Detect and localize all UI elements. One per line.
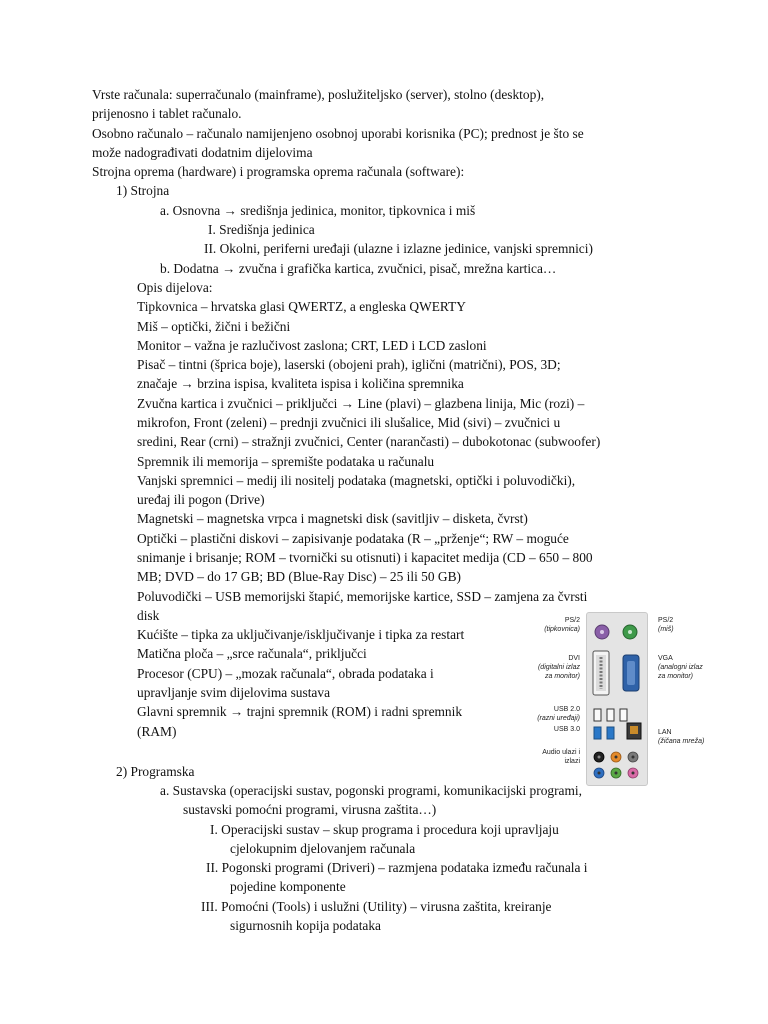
text-line: (RAM) xyxy=(137,724,177,739)
text-line: Vrste računala: superračunalo (mainframe), poslužiteljsko (server), stolno (desktop), xyxy=(92,87,545,102)
list-item: I. Središnja jedinica xyxy=(208,222,315,237)
text-line: sigurnosnih kopija podataka xyxy=(230,918,381,933)
text-line: može nadograđivati dodatnim dijelovima xyxy=(92,145,313,160)
text-line: Matična ploča – „srce računala“, priključci xyxy=(137,646,367,661)
text-line: Poluvodički – USB memorijski štapić, memorijske kartice, SSD – zamjena za čvrsti xyxy=(137,589,588,604)
text-line: Optički – plastični diskovi – zapisivanje podataka (R – „prženje“; RW – moguće xyxy=(137,531,569,546)
text-line: Magnetski – magnetska vrpca i magnetski disk (savitljiv – disketa, čvrst) xyxy=(137,511,528,526)
text-line: Procesor (CPU) – „mozak računala“, obrada podataka i xyxy=(137,666,434,681)
list-item: II. Okolni, periferni uređaji (ulazne i izlazne jedinice, vanjski spremnici) xyxy=(204,241,593,256)
text-line: značaje → brzina ispisa, kvaliteta ispisa i količina spremnika xyxy=(137,376,464,391)
text-line: disk xyxy=(137,608,160,623)
text-line: Strojna oprema (hardware) i programska oprema računala (software): xyxy=(92,164,465,179)
text-line: Spremnik ili memorija – spremište podataka u računalu xyxy=(137,454,435,469)
text-line: Vanjski spremnici – medij ili nositelj podataka (magnetski, optički i poluvodički), xyxy=(137,473,576,488)
text-line: Zvučna kartica i zvučnici – priključci → Line (plavi) – glazbena linija, Mic (rozi) – xyxy=(137,396,585,411)
list-item: III. Pomoćni (Tools) i uslužni (Utility) – virusna zaštita, kreiranje xyxy=(201,899,552,914)
label-vga: VGA (analogni izlaz za monitor) xyxy=(658,655,703,680)
label-ps2-keyboard: PS/2 (tipkovnica) xyxy=(544,617,580,633)
text-line: Tipkovnica – hrvatska glasi QWERTZ, a engleska QWERTY xyxy=(137,299,466,314)
usb3-port xyxy=(607,727,614,739)
label-lan: LAN (žičana mreža) xyxy=(658,729,705,745)
usb2-port xyxy=(607,709,614,721)
text-line: Kućište – tipka za uključivanje/isključivanje i tipka za restart xyxy=(137,627,465,642)
list-item: I. Operacijski sustav – skup programa i procedura koji upravljaju xyxy=(210,822,559,837)
label-audio: Audio ulazi i izlazi xyxy=(542,749,580,765)
label-usb3: USB 3.0 xyxy=(553,726,580,733)
list-item: II. Pogonski programi (Driveri) – razmjena podataka između računala i xyxy=(206,860,588,875)
text-line: pojedine komponente xyxy=(230,879,346,894)
text-line: Pisač – tintni (šprica boje), laserski (obojeni prah), iglični (matrični), POS, 3D; xyxy=(137,357,561,372)
text-line: Osobno računalo – računalo namijenjeno osobnoj uporabi korisnika (PC); prednost je što se xyxy=(92,126,584,141)
label-dvi: DVI (digitalni izlaz za monitor) xyxy=(537,655,580,680)
text-line: sredini, Rear (crni) – stražnji zvučnici, Center (narančasti) – dubokotonac (subwoofer) xyxy=(137,434,601,449)
label-ps2-mouse: PS/2 (miš) xyxy=(658,617,674,633)
text-line: Monitor – važna je razlučivost zaslona; CRT, LED i LCD zasloni xyxy=(137,338,487,353)
usb2-port xyxy=(620,709,627,721)
text-line: MB; DVD – do 17 GB; BD (Blue-Ray Disc) – 25 ili 50 GB) xyxy=(137,569,461,584)
back-panel-figure xyxy=(528,604,710,790)
section-heading: 1) Strojna xyxy=(116,183,170,198)
list-item: a. Sustavska (operacijski sustav, pogonski programi, komunikacijski programi, xyxy=(160,783,582,798)
text-line: Miš – optički, žični i bežični xyxy=(137,319,291,334)
text-line: cjelokupnim djelovanjem računala xyxy=(230,841,416,856)
text-line: mikrofon, Front (zeleni) – prednji zvučnici ili slušalice, Mid (sivi) – zvučnici u xyxy=(137,415,561,430)
label-usb2: USB 2.0 (razni uređaji) xyxy=(537,706,580,722)
usb2-port xyxy=(594,709,601,721)
text-line: uređaj ili pogon (Drive) xyxy=(137,492,265,507)
usb3-port xyxy=(594,727,601,739)
io-ports-graphic xyxy=(587,613,647,785)
list-item: b. Dodatna → zvučna i grafička kartica, zvučnici, pisač, mrežna kartica… xyxy=(160,261,557,276)
text-line: Glavni spremnik → trajni spremnik (ROM) i radni spremnik xyxy=(137,704,463,719)
section-heading: 2) Programska xyxy=(116,764,195,779)
text-line: upravljanje svim dijelovima sustava xyxy=(137,685,331,700)
io-plate xyxy=(586,612,648,786)
text-line: Opis dijelova: xyxy=(137,280,213,295)
list-item: a. Osnovna → središnja jedinica, monitor, tipkovnica i miš xyxy=(160,203,476,218)
text-line: prijenosno i tablet računalo. xyxy=(92,106,242,121)
text-line: sustavski pomoćni programi, virusna zaštita…) xyxy=(183,802,437,817)
text-line: snimanje i brisanje; ROM – tvornički su otisnuti) i kapacitet medija (CD – 650 – 800 xyxy=(137,550,593,565)
